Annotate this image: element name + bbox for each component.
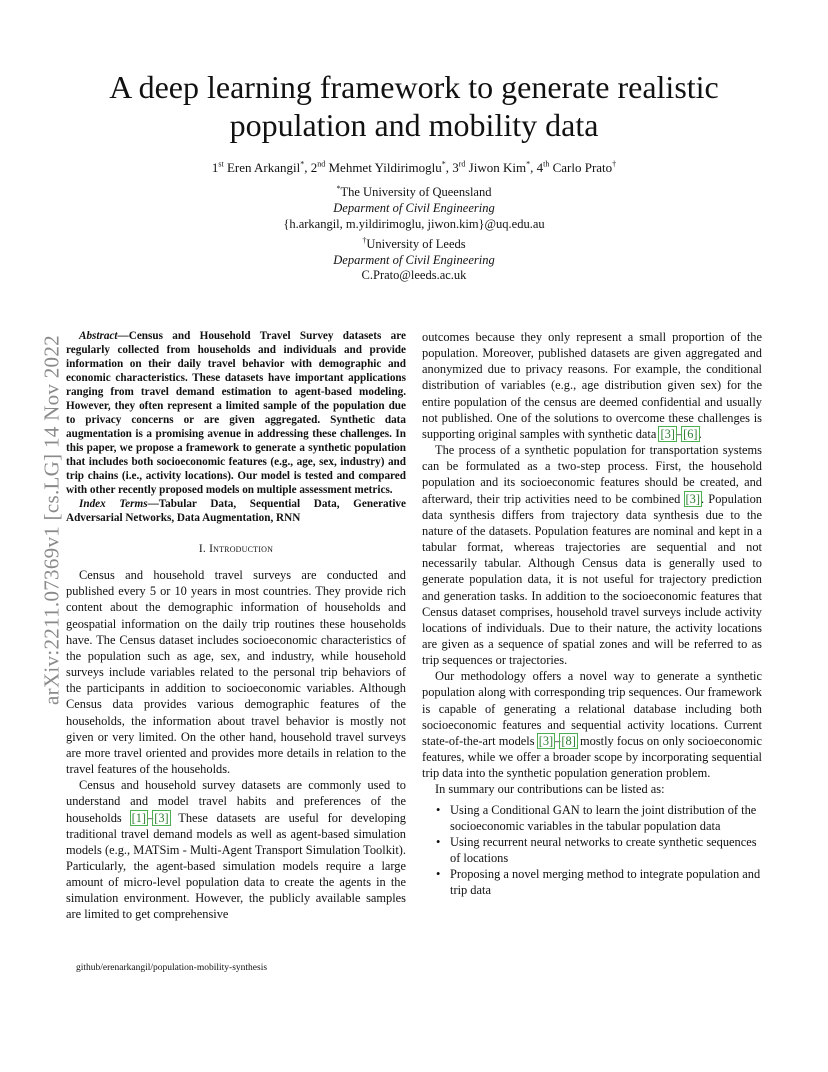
citation-link[interactable]: [1] [131, 810, 147, 825]
affiliation-leeds: †University of Leeds [362, 235, 466, 251]
author-4: 4th Carlo Prato† [536, 159, 617, 175]
citation-link[interactable]: [3] [154, 810, 169, 825]
author-3: 3rd Jiwon Kim* [452, 159, 531, 175]
paper-title [60, 68, 768, 144]
title-line-1: A deep learning framework to generate realistic [109, 69, 719, 105]
citation-link[interactable]: [8] [561, 733, 576, 748]
author-2: 2nd Mehmet Yildirimoglu* [310, 159, 446, 175]
section-heading-introduction: I. Introduction [198, 543, 274, 555]
citation-link[interactable]: [6] [683, 426, 698, 441]
intro-paragraph-2: Census and household survey datasets are commonly used to understand and model travel habits and preferences of the households [1]–[3] These datasets are useful for developing traditional travel demand models as well as agent-based simulation models (e.g., MATSim - Multi-Agent Transport Simulation Toolkit). Particularly, the agent-based simulation models require a large amount of micro-level population data to create the agents in the simulation environment. However, the publicly available samples are limited to get comprehensive [66, 778, 406, 922]
list-item: • Using a Conditional GAN to learn the joint distribution of the socioeconomic variables in the tabular population data [450, 802, 762, 834]
title-line-2: population and mobility data [229, 107, 599, 143]
affiliation-uq-email: {h.arkangil, m.yildirimoglu, jiwon.kim}@uq.edu.au [283, 216, 545, 231]
citation-link[interactable]: [3] [538, 733, 554, 748]
author-1: 1st Eren Arkangil* [211, 159, 305, 175]
affiliation-leeds-email: C.Prato@leeds.ac.uk [361, 268, 467, 283]
contribution-list [422, 802, 762, 899]
affiliations [60, 181, 768, 284]
intro-paragraph-6: In summary our contributions can be listed as: [435, 782, 665, 797]
affiliation-leeds-dept: Deparment of Civil Engineering [333, 252, 495, 267]
citation-link[interactable]: [3] [660, 426, 675, 441]
abstract: Abstract—Census and Household Travel Survey datasets are regularly collected from households and individuals and provide information on their daily travel behavior with demographic and economic characteristics. These datasets have important applications ranging from travel demand estimation to agent-based modeling. However, they often represent a limited sample of the population due to privacy concerns or are given aggregated. Synthetic data augmentation is a promising avenue in addressing these challenges. In this paper, we propose a framework to generate a synthetic population that includes both socioeconomic features (e.g., age, sex, industry) and trip chains (i.e., activity locations). Our model is tested and compared with other recently proposed models on multiple assessment metrics. [66, 330, 406, 496]
footnote: github/erenarkangil/population-mobility-synthesis [76, 963, 268, 973]
citation-link[interactable]: [3] [685, 491, 700, 506]
affiliation-uq-dept: Deparment of Civil Engineering [333, 200, 495, 215]
right-column [422, 329, 762, 898]
affiliation-uq: *The University of Queensland [336, 184, 492, 200]
index-terms: Index Terms—Tabular Data, Sequential Data, Generative Adversarial Networks, Data Augmentation, RNN [66, 498, 406, 524]
intro-paragraph-1: Census and household travel surveys are conducted and published every 5 or 10 years in most countries. They provide rich content about the demographic information of households and geospatial information on the daily trip routines these households have. The Census dataset includes socioeconomic characteristics of the population such as age, sex, and industry, while household surveys include variables related to the personal trip behaviors of the participants in addition to socioeconomic variables. Although Census data provides various demographic features of the households, the information about travel behavior is mostly not given or very limited. On the other hand, household travel surveys are more travel oriented and provides more details in relation to the travel features of the households. [66, 568, 406, 777]
intro-paragraph-5: Our methodology offers a novel way to generate a synthetic population along with corresponding trip sequences. Our framework is capable of generating a relational database including both socioeconomic features and sequential activity locations. Current state-of-the-art models [3]–[8] mostly focus on only socioeconomic features, while we offer a broader scope by incorporating sequential trip data into the synthetic population generation problem. [422, 669, 762, 781]
list-item: • Proposing a novel merging method to integrate population and trip data [450, 866, 762, 898]
intro-paragraph-4: The process of a synthetic population for transportation systems can be formulated as a two-step process. First, the household population and its socioeconomic features should be created, and afterward, their trip activities need to be combined [3]. Population data synthesis differs from trajectory data synthesis due to the nature of the datasets. Population features are nominal and kept in a tabular format, whereas trajectories are sequential and not necessarily tabular. Although Census data is generally used to generate population data, it is not useful for trajectory prediction and generation tasks. In addition to the socioeconomic features that Census dataset comprises, household travel surveys include activity locations of individuals. Due to their nature, the activity locations are given as a sequence of spatial zones and will be referred to as trip sequences or trajectories. [422, 443, 762, 668]
intro-paragraph-3: outcomes because they only represent a small proportion of the population. Moreover, published datasets are given aggregated and anonymized due to privacy reasons. For example, the conditional distribution of variables (e.g., age distribution given sex) for the entire population of the census are deemed confidential and usually not published. One of the solutions to overcome these challenges is supporting original samples with synthetic data [3]–[6]. [422, 330, 762, 441]
left-column [66, 329, 406, 923]
list-item: • Using recurrent neural networks to create synthetic sequences of locations [450, 834, 762, 866]
author-list: 1st Eren Arkangil*, 2nd Mehmet Yildirimoglu*, 3rd Jiwon Kim*, 4th Carlo Prato† [211, 159, 617, 175]
arxiv-stamp: arXiv:2211.07369v1 [cs.LG] 14 Nov 2022 [39, 335, 64, 705]
